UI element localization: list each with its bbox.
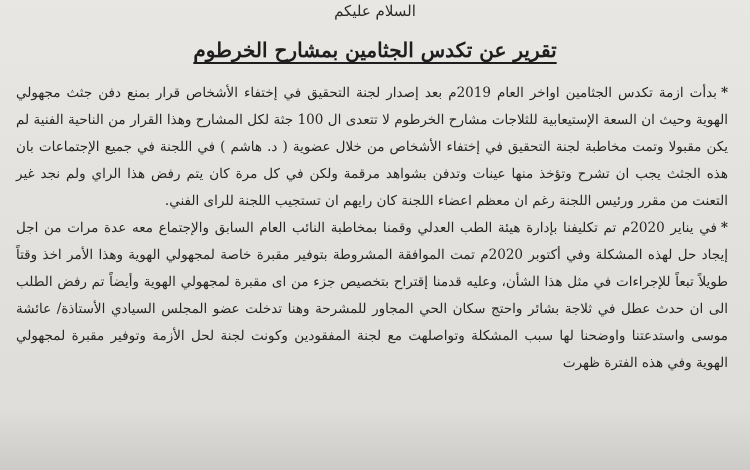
paragraph-text: بدأت ازمة تكدس الجثامين اواخر العام 2019م بعد إصدار لجنة التحقيق في إختفاء الأشخاص قرار بمنع دفن جثث مجهولي الهوية وحيث ان السعة الإستيعابية للثلاجات مشارح الخرطوم لا تتعدى ال 100 جثة لكل المشارح وهذا القرار من الناحية الفنية لم يكن مقبولا وتمت مخاطبة لجنة التحقيق في إختفاء الأشخاص من خلال عضوية ( د. هاشم ) في اللجنة في جميع الإجتماعات بان هذه الجثث يجب ان تشرح وتؤخذ منها عينات وتدفن بشواهد مرقمة ولكن في كل مرة كان يتم رفض هذا الراي ولم نجد غير التعنت من مقرر ورئيس اللجنة رغم ان معظم اعضاء اللجنة كان رايهم ان تستجيب اللجنة للراى الفني. — [16, 85, 728, 209]
salutation: السلام عليكم — [334, 2, 416, 20]
document-body — [16, 80, 728, 377]
scan-shadow — [0, 410, 750, 470]
document-title: تقرير عن تكدس الجثامين بمشارح الخرطوم — [193, 38, 557, 62]
bullet-marker: * — [720, 85, 728, 101]
paragraph-1 — [16, 80, 728, 215]
paragraph-text: في يناير 2020م تم تكليفنا بإدارة هيئة الطب العدلي وقمنا بمخاطبة النائب العام السابق والإجتماع معه عدة مرات من اجل إيجاد حل لهذه المشكلة وفي أكتوبر 2020م تمت الموافقة المشروطة بتوفير مقبرة خاصة لمجهولي الهوية وهذا الأمر اخذ وقتاً طويلاً تبعاً للإجراءات في مثل هذا الشأن، وعليه قدمنا إقتراح بتخصيص جزء من اى مقبرة لمجهولي الهوية وأيضاً تم رفض الطلب الى ان حدث عطل في ثلاجة بشائر واحتج سكان الحي المجاور للمشرحة وهنا تدخلت عضو المجلس السيادي الأستاذة/ عائشة موسى واستدعتنا واوضحنا لها سبب المشكلة وتواصلهت مع لجنة المفقودين وكونت لجنة لحل الأزمة وتوفير مقبرة لمجهولي الهوية وفي هذه الفترة ظهرت — [16, 220, 728, 371]
paragraph-2 — [16, 215, 728, 377]
bullet-marker: * — [720, 220, 728, 236]
